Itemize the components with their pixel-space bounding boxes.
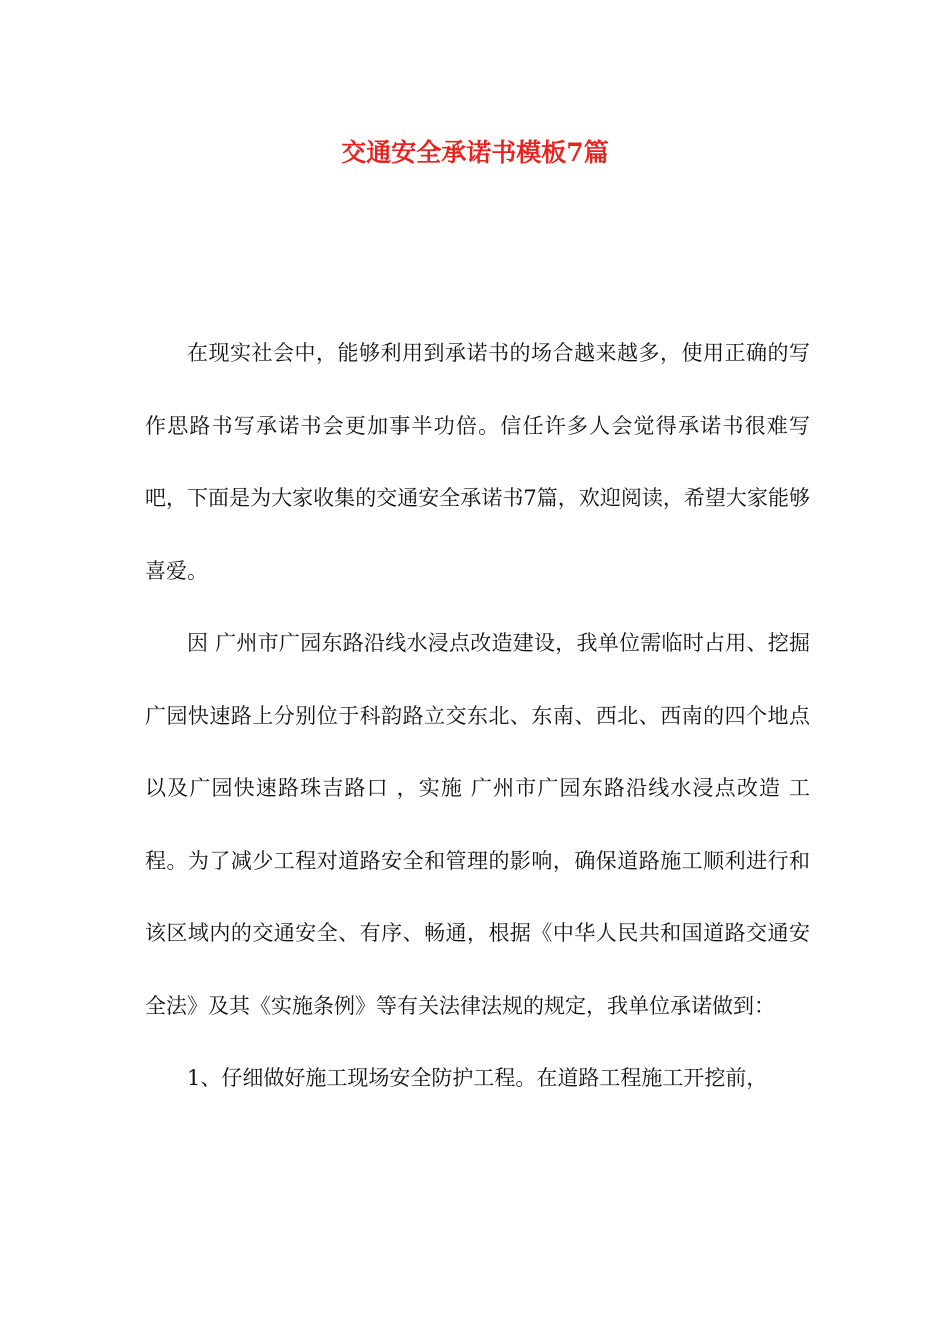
- paragraph-intro: 在现实社会中，能够利用到承诺书的场合越来越多，使用正确的写作思路书写承诺书会更加事半功倍。信任许多人会觉得承诺书很难写吧，下面是为大家收集的交通安全承诺书7篇，欢迎阅读，希望大家能够喜爱。: [145, 341, 810, 583]
- paragraph-commitment: 因 广州市广园东路沿线水浸点改造建设，我单位需临时占用、挖掘 广园快速路上分别位于科韵路立交东北、东南、西北、西南的四个地点以及广园快速路珠吉路口 ，实施 广州市广园东路沿线水浸点改造 工程。为了减少工程对道路安全和管理的影响，确保道路施工顺利进行和该区域内的交通安全、有序、畅通，根据《中华人民共和国道路交通安全法》及其《实施条例》等有关法律法规的规定，我单位承诺做到：: [145, 631, 810, 1018]
- paragraph-item-1: 1、仔细做好施工现场安全防护工程。在道路工程施工开挖前，: [187, 1066, 768, 1090]
- document-body: [145, 317, 810, 1115]
- document-title: 交通安全承诺书模板7篇: [341, 138, 609, 167]
